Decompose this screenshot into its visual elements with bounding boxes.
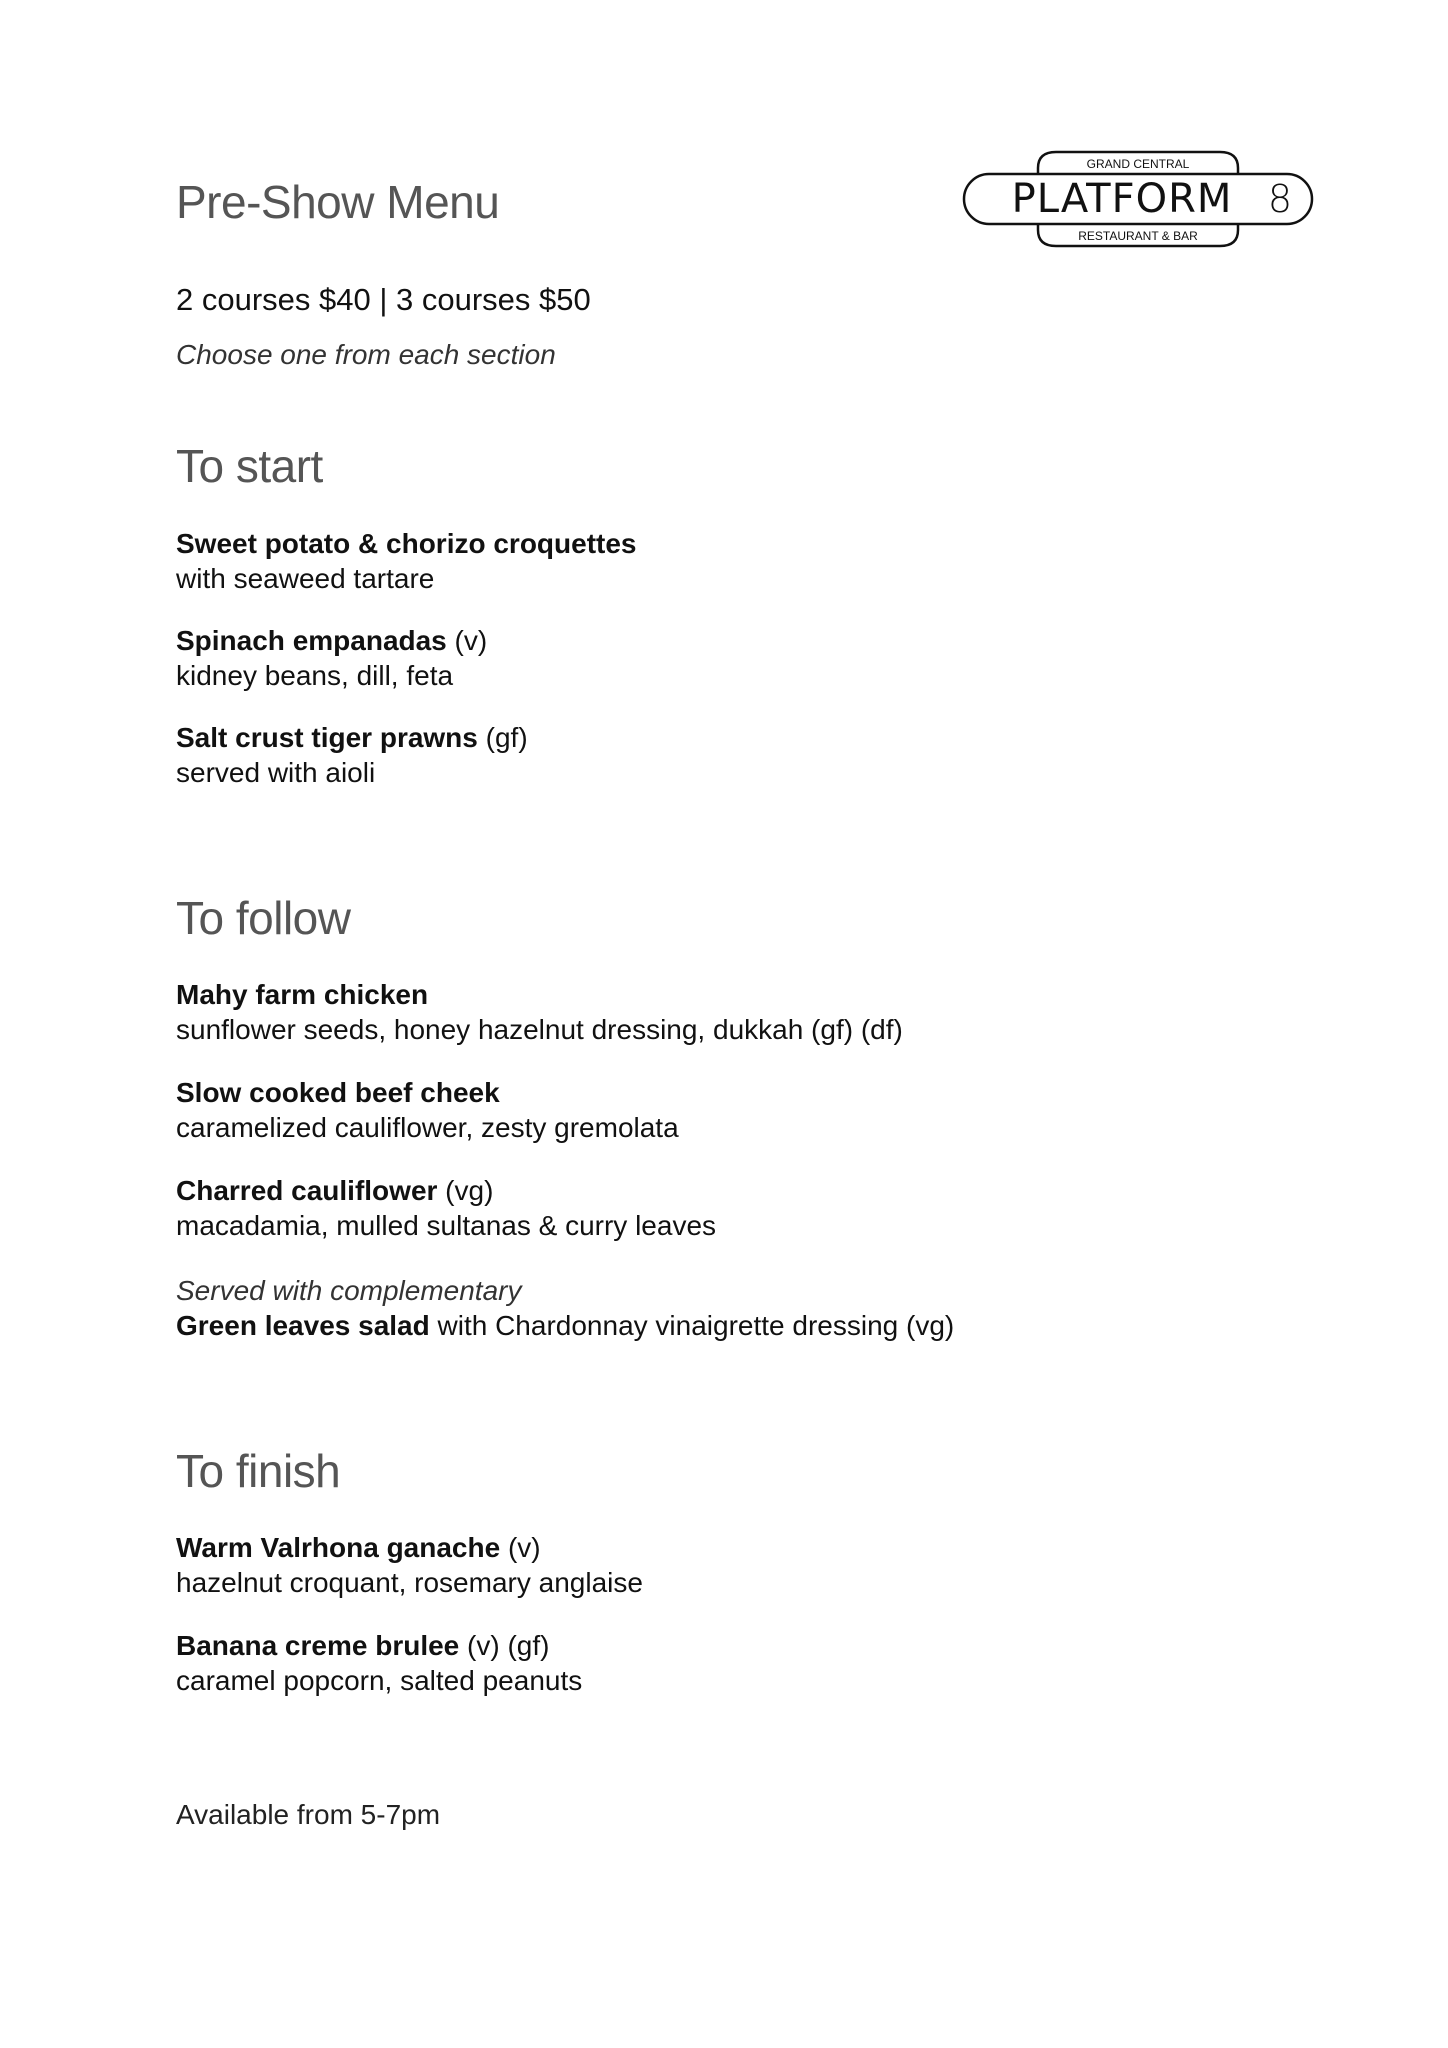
menu-item	[176, 977, 903, 1047]
availability-note: Available from 5-7pm	[176, 1799, 441, 1830]
item-tag: (v)	[446, 625, 488, 656]
menu-item	[176, 1173, 716, 1243]
item-description: sunflower seeds, honey hazelnut dressing, dukkah (gf) (df)	[176, 1014, 903, 1045]
item-description: macadamia, mulled sultanas & curry leaves	[176, 1210, 717, 1241]
item-description: with seaweed tartare	[176, 563, 435, 594]
item-tag: (v) (gf)	[459, 1630, 550, 1661]
item-description: served with aioli	[176, 757, 376, 788]
side-note	[176, 1273, 954, 1343]
page-title: Pre-Show Menu	[176, 176, 500, 228]
item-name: Banana creme brulee	[176, 1630, 460, 1661]
instruction-line: Choose one from each section	[176, 339, 556, 370]
menu-item	[176, 526, 637, 596]
item-tag: (gf)	[477, 722, 528, 753]
logo-main-text: PLATFORM	[1011, 176, 1233, 222]
menu-item	[176, 720, 528, 790]
item-description: kidney beans, dill, feta	[176, 660, 454, 691]
item-name: Salt crust tiger prawns	[176, 722, 478, 753]
item-name: Mahy farm chicken	[176, 979, 429, 1010]
item-name: Spinach empanadas	[176, 625, 447, 656]
logo-number: 8	[1267, 177, 1293, 221]
item-name: Charred cauliflower	[176, 1175, 438, 1206]
section-heading-follow: To follow	[176, 892, 351, 944]
item-name: Warm Valrhona ganache	[176, 1532, 501, 1563]
logo-graphic	[960, 146, 1316, 252]
side-note-name: Green leaves salad	[176, 1310, 430, 1341]
menu-item	[176, 1530, 643, 1600]
menu-item	[176, 1075, 679, 1145]
pricing-line: 2 courses $40 | 3 courses $50	[176, 282, 591, 317]
item-name: Slow cooked beef cheek	[176, 1077, 500, 1108]
side-note-rest: with Chardonnay vinaigrette dressing (vg)	[429, 1310, 955, 1341]
item-tag: (vg)	[437, 1175, 494, 1206]
side-note-intro: Served with complementary	[176, 1275, 522, 1306]
item-description: caramel popcorn, salted peanuts	[176, 1665, 583, 1696]
menu-item	[176, 1628, 582, 1698]
section-heading-finish: To finish	[176, 1445, 341, 1497]
item-tag: (v)	[500, 1532, 541, 1563]
section-heading-start: To start	[176, 440, 323, 492]
item-description: caramelized cauliflower, zesty gremolata	[176, 1112, 679, 1143]
platform-8-logo	[960, 146, 1316, 252]
item-description: hazelnut croquant, rosemary anglaise	[176, 1567, 643, 1598]
item-name: Sweet potato & chorizo croquettes	[176, 528, 637, 559]
menu-item	[176, 623, 487, 693]
logo-top-text: GRAND CENTRAL	[1086, 157, 1190, 171]
logo-bottom-text: RESTAURANT & BAR	[1078, 229, 1198, 243]
